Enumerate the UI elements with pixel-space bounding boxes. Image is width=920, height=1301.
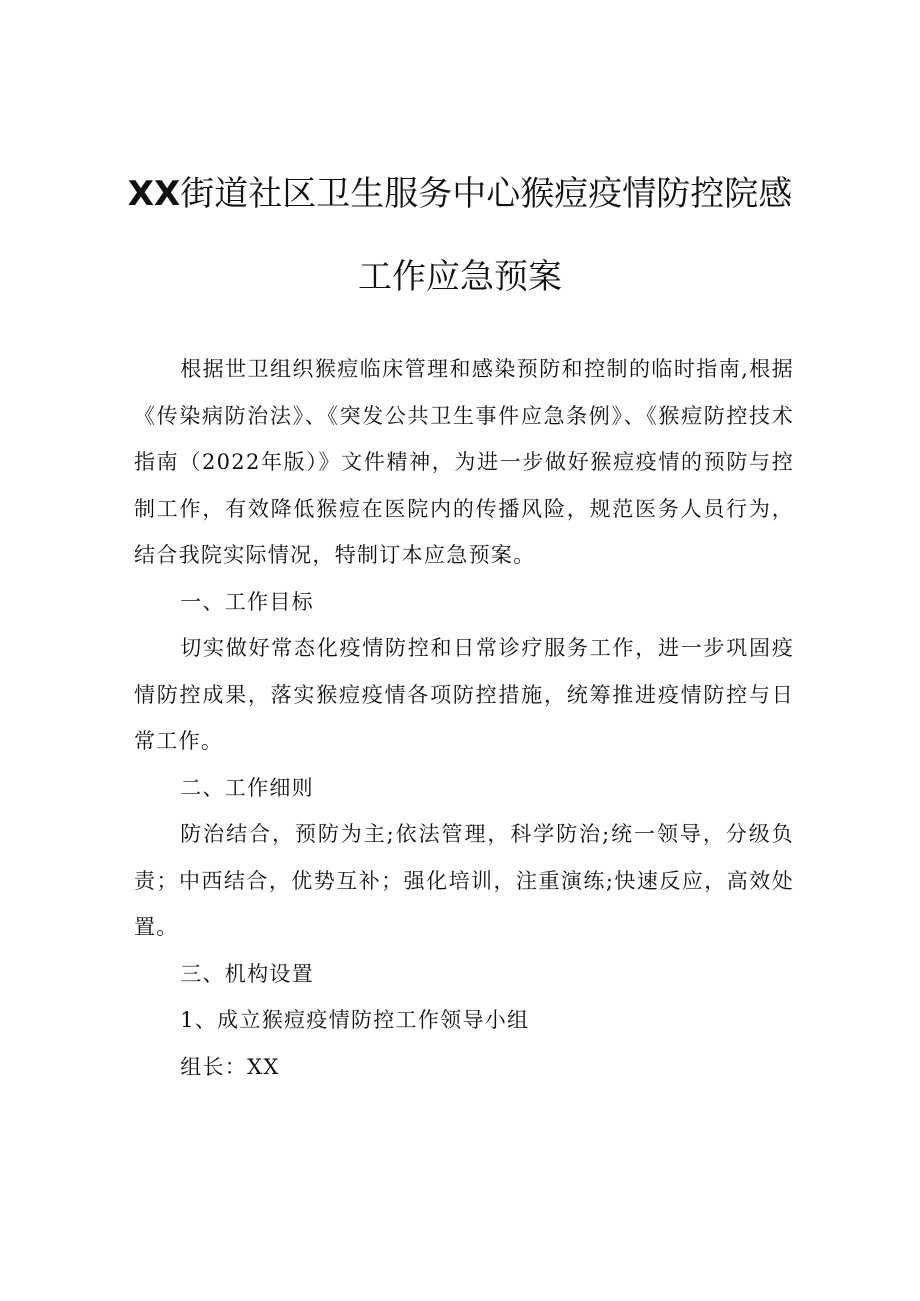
- leader-line: 组长：XX: [180, 1054, 280, 1079]
- document-body: [134, 346, 794, 1090]
- goals-paragraph: 切实做好常态化疫情防控和日常诊疗服务工作，进一步巩固疫情防控成果，落实猴痘疫情各项防控措施，统筹推进疫情防控与日常工作。: [134, 636, 794, 753]
- document-title-line-2: 工作应急预案: [358, 257, 562, 297]
- section-heading-goals: 一、工作目标: [180, 589, 314, 614]
- section-heading-rules: 二、工作细则: [180, 775, 314, 800]
- intro-paragraph: 根据世卫组织猴痘临床管理和感染预防和控制的临时指南,根据《传染病防治法》、《突发公共卫生事件应急条例》、《猴痘防控技术指南（2022年版）》文件精神，为进一步做好猴痘疫情的预防与控制工作，有效降低猴痘在医院内的传播风险，规范医务人员行为，结合我院实际情况，特制订本应急预案。: [134, 357, 794, 567]
- title-line-1-text: 街道社区卫生服务中心猴痘疫情防控院感: [180, 174, 793, 214]
- title-placeholder-xx: XX: [127, 174, 181, 214]
- rules-paragraph: 防治结合，预防为主;依法管理，科学防治;统一领导，分级负责；中西结合，优势互补；强化培训，注重演练;快速反应，高效处置。: [134, 822, 794, 939]
- section-heading-organization: 三、机构设置: [180, 961, 314, 986]
- subsection-heading-leadership-group: 1、成立猴痘疫情防控工作领导小组: [180, 1008, 530, 1032]
- document-title-line-1: [0, 174, 920, 214]
